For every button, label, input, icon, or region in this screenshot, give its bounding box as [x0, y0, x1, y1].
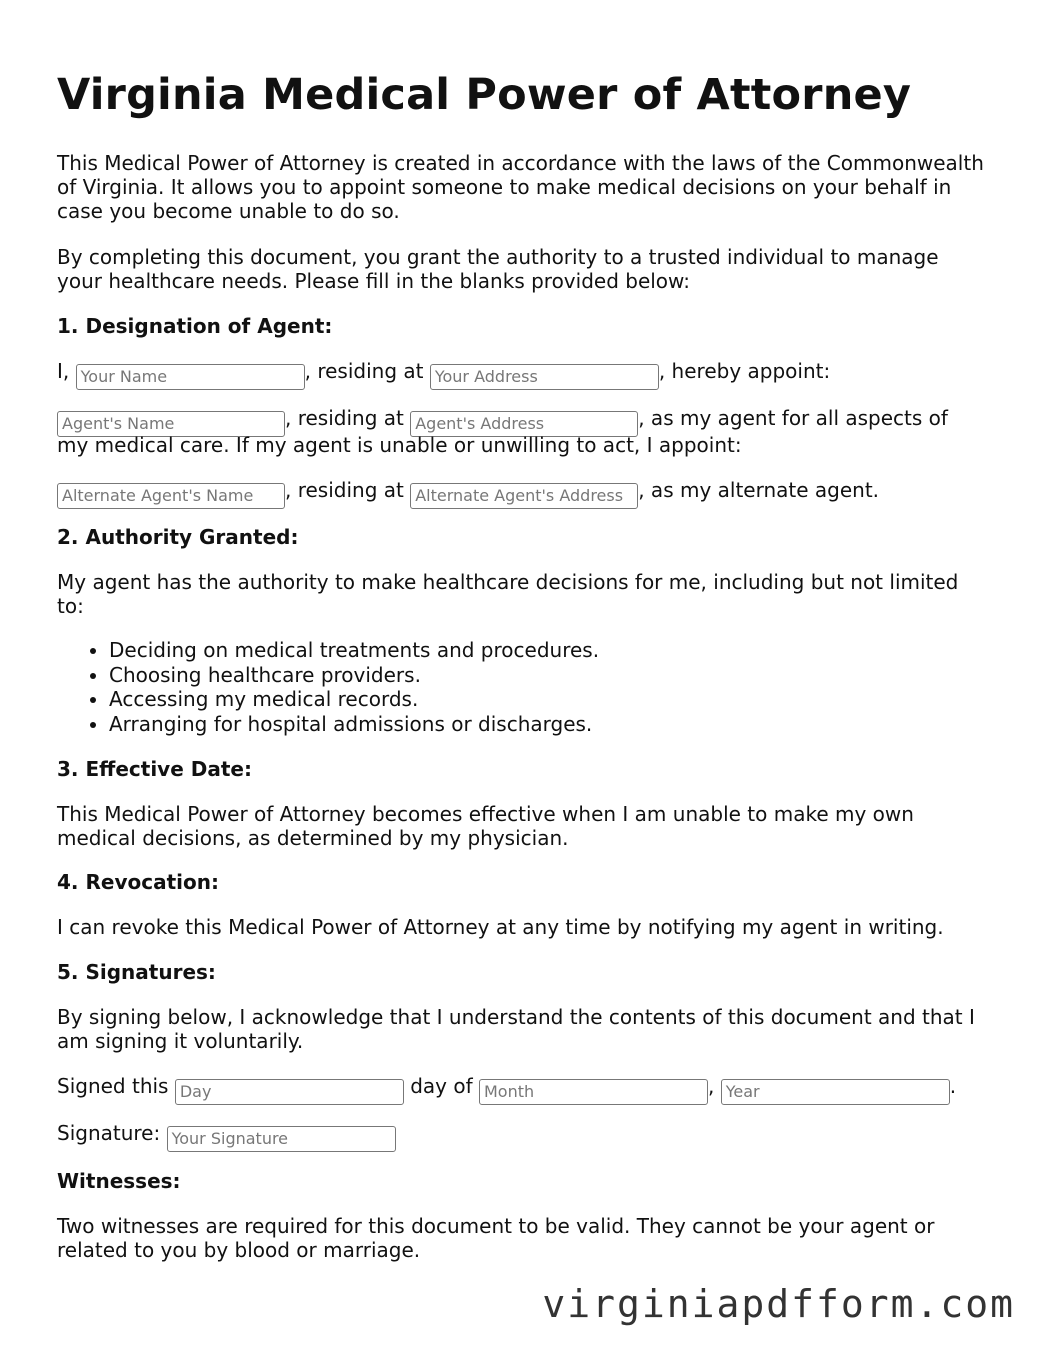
agent-line-3: [57, 478, 879, 509]
agent-address-field[interactable]: Agent's Address: [410, 411, 638, 437]
year-field[interactable]: Year: [721, 1079, 950, 1105]
line1-suffix: , hereby appoint:: [658, 359, 831, 383]
line3-mid: , residing at: [285, 478, 404, 502]
section2-heading: 2. Authority Granted:: [57, 525, 299, 549]
line1-prefix: I,: [57, 359, 70, 383]
alternate-agent-name-field[interactable]: Alternate Agent's Name: [57, 483, 285, 509]
agent-name-field[interactable]: Agent's Name: [57, 411, 285, 437]
list-item: • Deciding on medical treatments and procedures.: [109, 638, 599, 663]
line1-mid: , residing at: [304, 359, 424, 383]
list-item: • Accessing my medical records.: [109, 687, 599, 712]
intro-paragraph-2: By completing this document, you grant the authority to a trusted individual to manage your healthcare needs. Please fill in the blanks provided below:: [57, 245, 939, 293]
alternate-agent-address-field[interactable]: Alternate Agent's Address: [410, 483, 638, 509]
signed-date-line: [57, 1074, 956, 1105]
signed-end: .: [949, 1074, 957, 1098]
authority-list: [57, 638, 599, 736]
section5-heading: 5. Signatures:: [57, 960, 216, 984]
witnesses-text: Two witnesses are required for this document to be valid. They cannot be your agent or related to you by blood or marriage.: [57, 1214, 935, 1262]
section2-text: My agent has the authority to make healthcare decisions for me, including but not limited to:: [57, 570, 959, 618]
line2-suffix: , as my agent for all aspects of: [638, 406, 948, 430]
list-item: • Arranging for hospital admissions or discharges.: [109, 712, 599, 737]
line2-mid: , residing at: [285, 406, 404, 430]
signed-comma: ,: [707, 1074, 715, 1098]
page-title: Virginia Medical Power of Attorney: [57, 70, 912, 120]
intro-paragraph-1: This Medical Power of Attorney is created in accordance with the laws of the Commonwealth of Virginia. It allows you to appoint someone to make medical decisions on your behalf in case you become unable to do so.: [57, 151, 984, 223]
site-watermark: virginiapdfform.com: [542, 1282, 1015, 1326]
section5-text: By signing below, I acknowledge that I understand the contents of this document and that I am signing it voluntarily.: [57, 1005, 975, 1053]
section4-heading: 4. Revocation:: [57, 870, 219, 894]
signature-field[interactable]: Your Signature: [167, 1126, 396, 1152]
signed-prefix: Signed this: [57, 1074, 169, 1098]
month-field[interactable]: Month: [479, 1079, 708, 1105]
day-field[interactable]: Day: [175, 1079, 404, 1105]
signature-line: [57, 1121, 396, 1152]
section1-heading: 1. Designation of Agent:: [57, 314, 333, 338]
list-item: • Choosing healthcare providers.: [109, 663, 599, 688]
section4-text: I can revoke this Medical Power of Attorney at any time by notifying my agent in writing.: [57, 915, 944, 939]
your-name-field[interactable]: Your Name: [76, 364, 305, 390]
agent-line-1: [57, 359, 830, 390]
line3-suffix: , as my alternate agent.: [638, 478, 880, 502]
witnesses-heading: Witnesses:: [57, 1169, 181, 1193]
signed-mid: day of: [410, 1074, 473, 1098]
signature-label: Signature:: [57, 1121, 161, 1145]
section3-text: This Medical Power of Attorney becomes effective when I am unable to make my own medical decisions, as determined by my physician.: [57, 802, 914, 850]
section3-heading: 3. Effective Date:: [57, 757, 252, 781]
agent-line-2-continuation: my medical care. If my agent is unable or unwilling to act, I appoint:: [57, 433, 742, 457]
your-address-field[interactable]: Your Address: [430, 364, 659, 390]
